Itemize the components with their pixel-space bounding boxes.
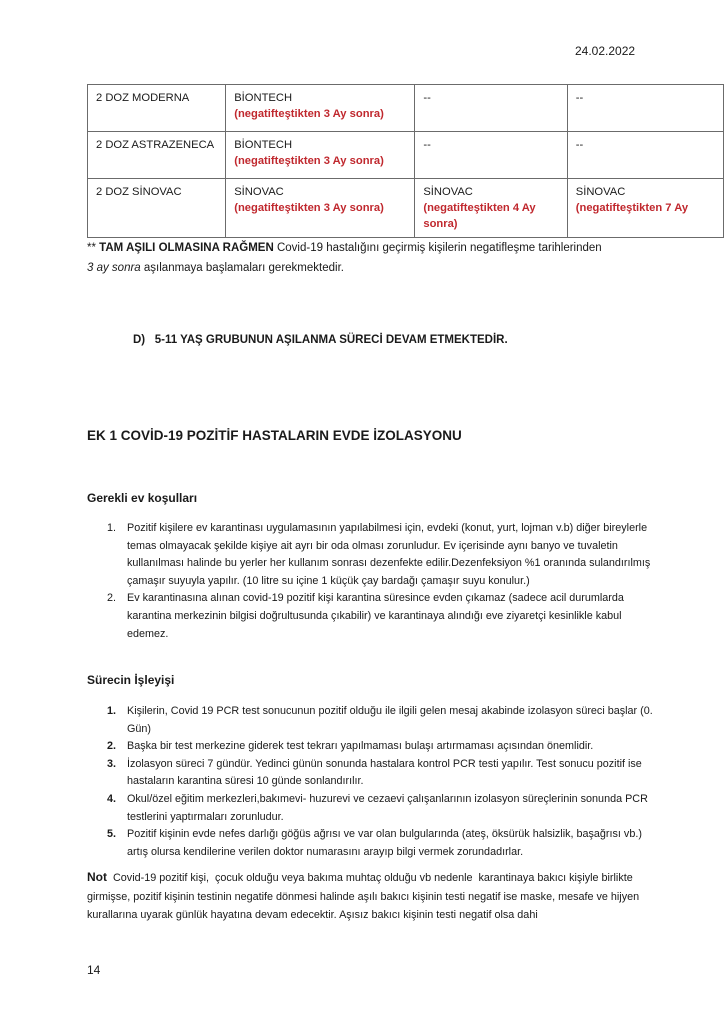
vaccination-table [87,84,724,238]
list-item: 2. Başka bir test merkezine giderek test tekrarı yapılmaması bulaşı artırmaması açısından önemlidir. [107,740,594,753]
table-cell [415,132,567,179]
vaccine-name: -- [423,92,431,104]
list-item-text: Başka bir test merkezine giderek test tekrarı yapılmaması bulaşı artırmaması açısından önemlidir. [127,740,594,753]
table-cell [415,85,567,132]
list-item-text: Pozitif kişilere ev karantinası uygulamasının yapılabilmesi için, evdeki (konut, yurt, lojman v.b) diğer bireylerle temas olmayacak şekilde kişiye ait ayrı bir oda olması zorunludur. Ev içerisinde aynı banyo ve tuvaletin kullanılması halinde bu yerler her kullanım sonrası dezenfekte edilir.Dezenfeksiyon %1 oranında sulandırılmış çamaşır suyuyla yapılır. (10 litre su içine 1 küçük çay bardağı çamaşır suyu konulur.) [127,522,651,587]
section-d-heading [133,334,508,346]
vaccine-name: -- [423,139,431,151]
vaccine-timing: (negatifteştikten 4 Ay sonra) [423,202,536,230]
note-text: Covid-19 pozitif kişi, çocuk olduğu veya bakıma muhtaç olduğu vb nedenle karantinaya bakıcı kişiyle birlikte girmişse, pozitif kişinin testinin negatife dönmesi halinde aşılı bakıcı kişinin testi negatif ise maske, mesafe ve hijyen kurallarına uyarak günlük hayatına devam edecektir. Aşısız bakıcı kişinin testi negatif olsa dahi [87,872,643,921]
footnote-marker: ** [87,242,96,254]
home-conditions-list [87,520,657,643]
table-cell: 2 DOZ MODERNA [88,85,226,132]
annex-title: EK 1 COVİD-19 POZİTİF HASTALARIN EVDE İZOLASYONU [87,428,462,443]
list-item: 1. Pozitif kişilere ev karantinası uygulamasının yapılabilmesi için, evdeki (konut, yurt, lojman v.b) diğer bireylerle temas olmayacak şekilde kişiye ait ayrı bir oda olması zorunludur. Ev içerisinde aynı banyo ve tuvaletin kullanılması halinde bu yerler her kullanım sonrası dezenfekte edilir.Dezenfeksiyon %1 oranında sulandırılmış çamaşır suyuyla yapılır. (10 litre su içine 1 küçük çay bardağı çamaşır suyu konulur.) [107,522,651,587]
table-cell [567,132,723,179]
list-item-text: Pozitif kişinin evde nefes darlığı göğüs ağrısı ve var olan bulgularında (ateş, öksürük halsizlik, başağrısı vb.) artış olursa kendilerine verilen doktor numarasını arayıp bilgi vermek zorundadırlar. [127,828,642,858]
vaccine-name: SİNOVAC [423,186,473,198]
process-heading: Sürecin İşleyişi [87,673,175,687]
home-conditions-heading: Gerekli ev koşulları [87,491,198,505]
vaccine-timing: (negatifteştikten 3 Ay sonra) [234,108,384,120]
page-number: 14 [87,963,101,977]
vaccine-timing: (negatifteştikten 3 Ay sonra) [234,155,384,167]
vaccine-name: -- [575,92,584,104]
vaccine-timing: (negatifteştikten 3 Ay sonra) [234,202,384,214]
footnote-emphasis: TAM AŞILI OLMASINA RAĞMEN [99,242,274,254]
table-cell [567,179,723,238]
list-item-text: Okul/özel eğitim merkezleri,bakımevi- huzurevi ve cezaevi çalışanlarının izolasyon süreçlerinin sonunda PCR testlerini yaptırmaları zorunludur. [127,792,648,823]
section-d-label: D) [133,334,146,346]
table-cell [226,85,415,132]
table-cell [226,132,415,179]
list-item: 5. Pozitif kişinin evde nefes darlığı göğüs ağrısı ve var olan bulgularında (ateş, öksürük halsizlik, başağrısı vb.) artış olursa kendilerine verilen doktor numarasını arayıp bilgi vermek zorundadırlar. [107,828,642,858]
table-cell: 2 DOZ ASTRAZENECA [88,132,226,179]
table-cell [415,179,567,238]
vaccine-name: BİONTECH [234,139,293,151]
table-row [88,179,724,238]
table-row [88,85,724,132]
table-cell [226,179,415,238]
list-item: 3. İzolasyon süreci 7 gündür. Yedinci günün sonunda hastalara kontrol PCR testi yapılır. Test sonucu pozitif ise hastaların karantina süresi 10 günde sonlandırılır. [107,757,642,788]
table-cell: 2 DOZ SİNOVAC [88,179,226,238]
note-paragraph [87,868,667,925]
list-item: 2. Ev karantinasına alınan covid-19 pozitif kişi karantina süresince evden çıkamaz (sadece acil durumlarda karantina merkezinin bilgisi doğrultusunda çıkabilir) ve karantinaya alındığı eve ziyaretçi kesinlikle kabul edemez. [107,592,624,640]
table-row [88,132,724,179]
list-item: 1. Kişilerin, Covid 19 PCR test sonucunun pozitif olduğu ile ilgili gelen mesaj akabinde izolasyon süreci başlar (0. Gün) [107,705,653,735]
vaccine-name: BİONTECH [234,92,293,104]
vaccine-name: SİNOVAC [575,186,626,198]
note-label: Not [87,870,107,884]
vaccine-timing: (negatifteştikten 7 Ay [575,202,689,214]
list-item-text: İzolasyon süreci 7 gündür. Yedinci günün sonunda hastalara kontrol PCR testi yapılır. Test sonucu pozitif ise hastaların karantina süresi 10 günde sonlandırılır. [127,757,642,788]
list-item-text: Kişilerin, Covid 19 PCR test sonucunun pozitif olduğu ile ilgili gelen mesaj akabinde izolasyon süreci başlar (0. Gün) [127,705,653,735]
vaccine-name: -- [575,139,584,151]
document-date: 24.02.2022 [575,44,636,58]
section-d-text: 5-11 YAŞ GRUBUNUN AŞILANMA SÜRECİ DEVAM ETMEKTEDİR. [154,334,508,346]
list-item: 4. Okul/özel eğitim merkezleri,bakımevi- huzurevi ve cezaevi çalışanlarının izolasyon süreçlerinin sonunda PCR testlerini yaptırmaları zorunludur. [107,792,648,823]
vaccine-name: SİNOVAC [234,186,284,198]
footnote-end: aşılanmaya başlamaları gerekmektedir. [140,262,344,274]
table-cell [567,85,723,132]
list-item-text: Ev karantinasına alınan covid-19 pozitif kişi karantina süresince evden çıkamaz (sadece acil durumlarda karantina merkezinin bilgisi doğrultusunda çıkabilir) ve karantinaya alındığı eve ziyaretçi kesinlikle kabul edemez. [127,592,624,640]
footnote-text: Covid-19 hastalığını geçirmiş kişilerin negatifleşme tarihlerinden [273,242,602,254]
table-footnote [87,238,687,278]
process-list [87,703,657,861]
footnote-italic: 3 ay sonra [87,262,141,274]
